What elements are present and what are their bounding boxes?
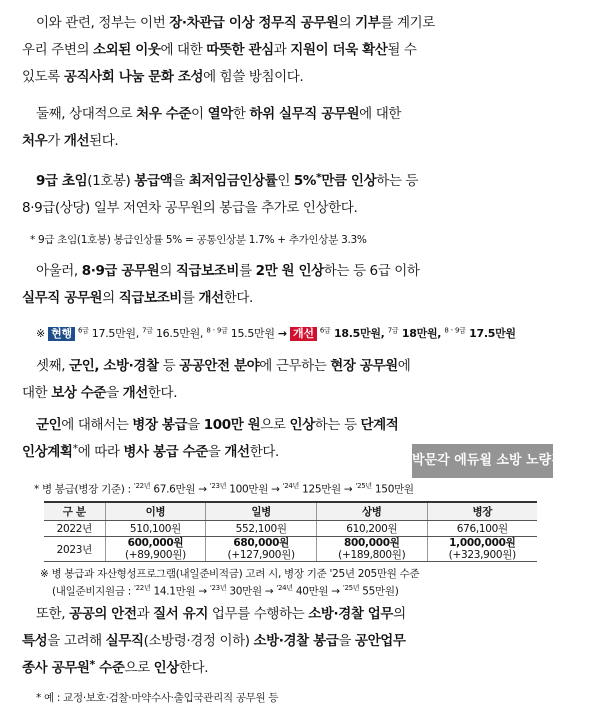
year-label: '23년 bbox=[209, 584, 227, 592]
emphasis: 질서 유지 bbox=[153, 606, 209, 622]
text: 에 대한 bbox=[359, 106, 401, 122]
column-header: 병장 bbox=[427, 502, 537, 521]
reference-mark: ※ bbox=[36, 327, 45, 340]
emphasis: 병장 봉급 bbox=[132, 417, 188, 433]
table-row bbox=[44, 521, 537, 537]
grade-label: 7급 bbox=[387, 326, 399, 335]
text: (1호봉) bbox=[87, 173, 135, 189]
text: 된다. bbox=[89, 133, 119, 149]
emphasis: 처우 bbox=[22, 133, 48, 149]
emphasis: 보상 수준 bbox=[51, 385, 107, 401]
emphasis: 개선 bbox=[122, 385, 148, 401]
cell-value: 680,000원 bbox=[233, 537, 289, 549]
emphasis: 최저임금인상률 bbox=[188, 173, 278, 189]
table-header-row bbox=[44, 502, 537, 521]
text: 과 bbox=[273, 42, 291, 58]
text: 등 bbox=[158, 358, 180, 374]
emphasis: 9급 초임 bbox=[36, 173, 88, 189]
text: (소방령·경정 이하) bbox=[143, 633, 254, 649]
emphasis: 인상계획 bbox=[22, 444, 73, 460]
emphasis: 기부 bbox=[355, 15, 381, 31]
text: 에 힘쓸 방침이다. bbox=[203, 69, 304, 85]
text: 을 bbox=[187, 417, 204, 433]
emphasis: 처우 수준 bbox=[136, 106, 192, 122]
emphasis: 공안업무 bbox=[354, 633, 406, 649]
column-header: 구 분 bbox=[44, 502, 105, 521]
allowance-comparison bbox=[36, 325, 516, 341]
amount: 30만원 → bbox=[226, 585, 277, 598]
emphasis: 병사 봉급 수준 bbox=[123, 444, 208, 460]
footnote-savings: ※ 병 봉급과 자산형성프로그램(내일준비적금) 고려 시, 병장 기준 '25년 205만원 수준 bbox=[40, 568, 420, 580]
emphasis: 단계적 bbox=[360, 417, 399, 433]
arrow-icon: → bbox=[277, 327, 287, 340]
year-label: '24년 bbox=[276, 584, 293, 592]
year-label: '25년 bbox=[342, 584, 360, 592]
text: 에 대해서는 bbox=[61, 417, 133, 433]
cell-value: 600,000원 bbox=[127, 537, 184, 549]
emphasis: 하위 실무직 공무원 bbox=[249, 106, 360, 122]
text: 에 대한 bbox=[160, 42, 207, 58]
text: 을 고려해 bbox=[47, 633, 106, 649]
text: 의 bbox=[393, 606, 406, 622]
text: 이와 관련, 정부는 이번 bbox=[36, 15, 170, 31]
cell-increase: (+127,900원) bbox=[227, 549, 295, 561]
text: 에 따라 bbox=[77, 444, 124, 460]
text: 한다. bbox=[147, 385, 178, 401]
emphasis: 따뜻한 관심 bbox=[206, 42, 274, 58]
text: 업무를 수행하는 bbox=[208, 606, 309, 622]
amount: 17.5만원 bbox=[465, 327, 516, 340]
table-cell bbox=[206, 537, 317, 562]
text: 하는 등 6급 이하 bbox=[323, 263, 420, 279]
year-label: '25년 bbox=[355, 482, 372, 490]
table-cell bbox=[316, 537, 427, 562]
emphasis: 개선 bbox=[224, 444, 250, 460]
column-header: 상병 bbox=[316, 502, 427, 521]
text: 가 bbox=[47, 133, 64, 149]
column-header: 일병 bbox=[206, 502, 317, 521]
year-label: '22년 bbox=[134, 584, 151, 592]
amount: 150만원 bbox=[371, 483, 414, 496]
cell-value: 1,000,000원 bbox=[449, 537, 516, 549]
watermark-overlay: 박문각 에듀윌 소방 노량진학원 bbox=[412, 444, 553, 478]
amount: 15.5만원 bbox=[227, 327, 275, 340]
footnote-soldier-pay bbox=[34, 481, 414, 497]
footnote-examples: * 예 : 교정·보호·검찰·마약수사·출입국관리직 공무원 등 bbox=[36, 692, 279, 704]
text: 에 근무하는 bbox=[259, 358, 331, 374]
paragraph-fire-police bbox=[22, 601, 538, 682]
text: 하는 등 bbox=[376, 173, 419, 189]
text: (내일준비지원금 : bbox=[52, 585, 135, 598]
text: 한다. bbox=[249, 444, 279, 460]
row-label: 2022년 bbox=[44, 521, 105, 537]
emphasis: 2만 원 인상 bbox=[255, 263, 324, 279]
amount: 40만원 → bbox=[292, 585, 343, 598]
grade-label: 6급 bbox=[77, 326, 89, 335]
table-cell bbox=[105, 537, 206, 562]
text: 의 bbox=[338, 15, 356, 31]
paragraph-allowance bbox=[22, 258, 538, 312]
text: 둘째, 상대적으로 bbox=[36, 106, 137, 122]
footnote-mark: * bbox=[72, 442, 78, 455]
paragraph-public-safety bbox=[22, 353, 538, 407]
cell-increase: (+89,900원) bbox=[125, 549, 186, 561]
footnote-mark: * bbox=[89, 658, 95, 671]
emphasis: 개선 bbox=[63, 133, 90, 149]
emphasis: 실무직 bbox=[105, 633, 144, 649]
emphasis: 군인, 소방·경찰 bbox=[69, 358, 159, 374]
amount: 67.6만원 → bbox=[150, 483, 210, 496]
emphasis: 지원이 더욱 확산 bbox=[290, 42, 388, 58]
table-cell: 552,100원 bbox=[206, 521, 317, 537]
text: 있도록 bbox=[22, 69, 64, 85]
emphasis: 현장 공무원 bbox=[330, 358, 398, 374]
text: 한다. bbox=[223, 290, 253, 306]
text: 한 bbox=[232, 106, 250, 122]
amount: 55만원) bbox=[359, 585, 399, 598]
emphasis: 실무직 공무원 bbox=[22, 290, 103, 306]
footnote-savings-detail bbox=[52, 583, 399, 599]
text: 를 계기로 bbox=[380, 15, 435, 31]
paragraph-grade9-pay bbox=[22, 168, 538, 222]
emphasis: 열악 bbox=[207, 106, 233, 122]
text: 이 bbox=[191, 106, 208, 122]
emphasis: 공공의 안전 bbox=[69, 606, 137, 622]
emphasis: 특성 bbox=[22, 633, 48, 649]
text: 을 bbox=[207, 444, 225, 460]
soldier-pay-table bbox=[44, 501, 537, 562]
paragraph-donation bbox=[22, 10, 538, 91]
emphasis: 봉급액 bbox=[134, 173, 173, 189]
emphasis: 수준 bbox=[94, 660, 125, 676]
text: 대한 bbox=[22, 385, 52, 401]
text: 8·9급(상당) 일부 저연차 공무원의 봉급을 추가로 인상한다. bbox=[22, 200, 358, 216]
text: 아울러, bbox=[36, 263, 82, 279]
table-row bbox=[44, 537, 537, 562]
text: 하는 등 bbox=[314, 417, 361, 433]
emphasis: 군인 bbox=[36, 417, 62, 433]
emphasis: 공공안전 분야 bbox=[179, 358, 260, 374]
text: 을 bbox=[106, 385, 123, 401]
cell-value: 800,000원 bbox=[344, 537, 400, 549]
amount: 17.5만원, bbox=[88, 327, 139, 340]
paragraph-second bbox=[22, 101, 538, 155]
emphasis: 소방·경찰 업무 bbox=[308, 606, 394, 622]
amount: 100만원 → bbox=[226, 483, 283, 496]
text: 를 bbox=[239, 263, 256, 279]
text: * 병 봉급(병장 기준) : bbox=[34, 483, 134, 496]
text: 과 bbox=[136, 606, 154, 622]
amount: 18만원, bbox=[398, 327, 442, 340]
text: 에 bbox=[397, 358, 411, 374]
year-label: '24년 bbox=[282, 482, 300, 490]
text: 을 bbox=[338, 633, 355, 649]
emphasis: 5% bbox=[293, 173, 316, 189]
text: 을 bbox=[172, 173, 189, 189]
emphasis: 종사 공무원 bbox=[22, 660, 90, 676]
amount: 16.5만원, bbox=[152, 327, 204, 340]
emphasis: 소방·경찰 봉급 bbox=[253, 633, 339, 649]
amount: 14.1만원 → bbox=[150, 585, 210, 598]
emphasis: 만큼 인상 bbox=[321, 173, 377, 189]
emphasis: 소외된 이웃 bbox=[93, 42, 161, 58]
emphasis: 인상 bbox=[153, 660, 179, 676]
emphasis: 공직사회 나눔 문화 조성 bbox=[63, 69, 204, 85]
text: 한다. bbox=[178, 660, 209, 676]
emphasis: 직급보조비 bbox=[118, 290, 182, 306]
table-cell: 676,100원 bbox=[427, 521, 537, 537]
cell-increase: (+323,900원) bbox=[448, 549, 516, 561]
row-label: 2023년 bbox=[44, 537, 105, 562]
text: 으로 bbox=[124, 660, 154, 676]
text: 우리 주변의 bbox=[22, 42, 93, 58]
grade-label: 7급 bbox=[142, 326, 153, 335]
amount: 18.5만원, bbox=[330, 327, 385, 340]
emphasis: 장·차관급 이상 정무직 공무원 bbox=[169, 15, 339, 31]
emphasis: 직급보조비 bbox=[175, 263, 240, 279]
text: 으로 bbox=[260, 417, 290, 433]
table-cell: 510,100원 bbox=[105, 521, 206, 537]
text: 의 bbox=[102, 290, 119, 306]
emphasis: 개선 bbox=[198, 290, 224, 306]
text: 또한, bbox=[36, 606, 70, 622]
table-cell: 610,200원 bbox=[316, 521, 427, 537]
text: 의 bbox=[159, 263, 176, 279]
emphasis: 8·9급 공무원 bbox=[81, 263, 160, 279]
table-cell bbox=[427, 537, 537, 562]
current-badge: 현행 bbox=[48, 327, 75, 341]
text: 셋째, bbox=[36, 358, 70, 374]
text: 될 수 bbox=[387, 42, 417, 58]
grade-label: 8ㆍ9급 bbox=[206, 326, 228, 335]
improved-badge: 개선 bbox=[290, 327, 317, 341]
footnote-raise-rate: * 9급 초임(1호봉) 봉급인상률 5% = 공통인상분 1.7% + 추가인상분 3.3% bbox=[30, 234, 367, 246]
amount: 125만원 → bbox=[299, 483, 356, 496]
text: 를 bbox=[181, 290, 199, 306]
year-label: '23년 bbox=[209, 482, 227, 490]
emphasis: 100만 원 bbox=[203, 417, 261, 433]
text: 인 bbox=[277, 173, 294, 189]
footnote-mark: * bbox=[315, 171, 322, 184]
year-label: '22년 bbox=[133, 482, 151, 490]
emphasis: 인상 bbox=[289, 417, 315, 433]
cell-increase: (+189,800원) bbox=[338, 549, 406, 561]
column-header: 이병 bbox=[105, 502, 206, 521]
grade-label: 6급 bbox=[319, 326, 331, 335]
grade-label: 8ㆍ9급 bbox=[444, 326, 466, 335]
